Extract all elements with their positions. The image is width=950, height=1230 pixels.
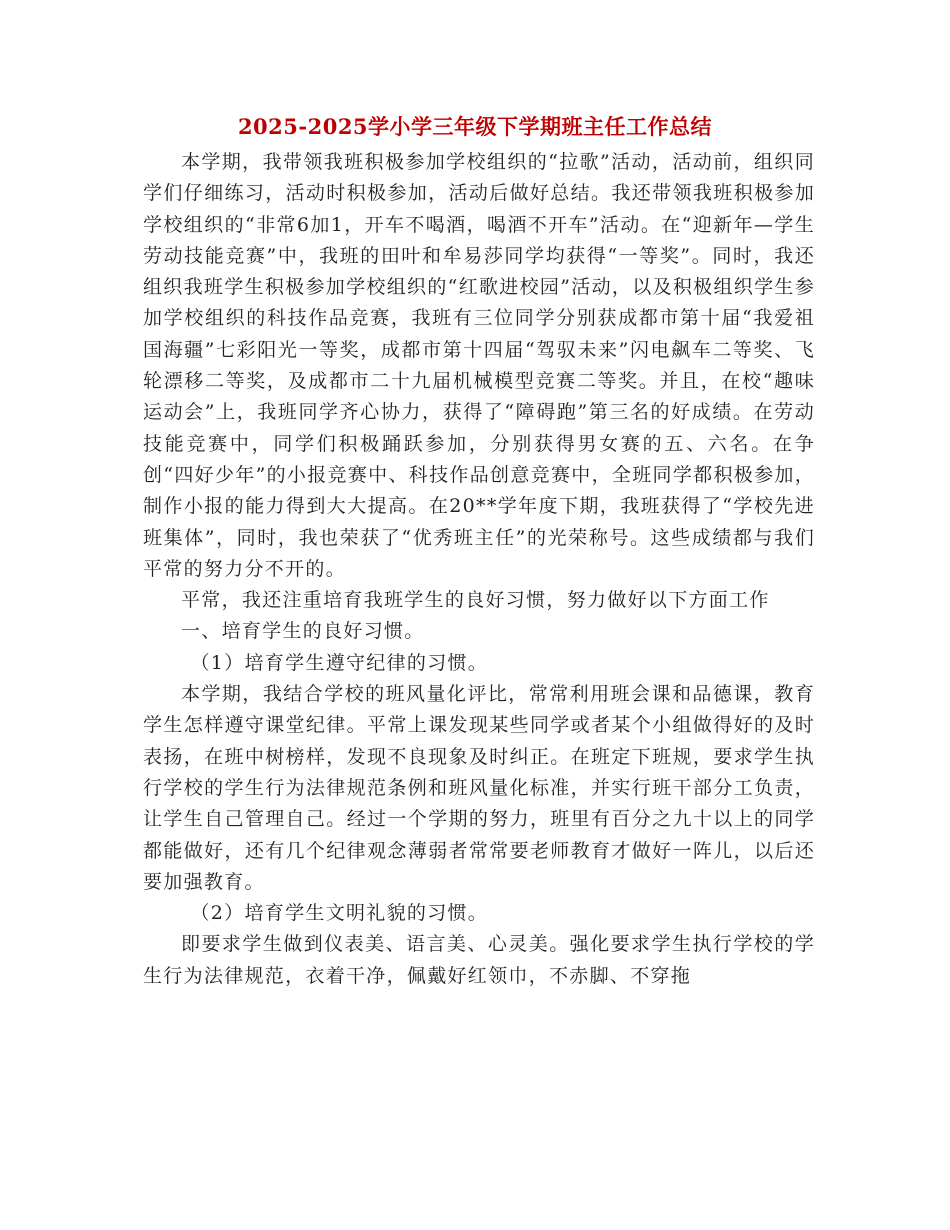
paragraph-achievements: 本学期，我带领我班积极参加学校组织的“拉歌”活动，活动前，组织同学们仔细练习，活动时积极参加，活动后做好总结。我还带领我班积极参加学校组织的“非常6加1，开车不喝酒，喝酒不开车”活动。在“迎新年—学生劳动技能竞赛”中，我班的田叶和牟易莎同学均获得“一等奖”。同时，我还组织我班学生积极参加学校组织的“红歌进校园”活动，以及积极组织学生参加学校组织的科技作品竞赛，我班有三位同学分别获成都市第十届“我爱祖国海疆”七彩阳光一等奖，成都市第十四届“驾驭未来”闪电飙车二等奖、飞轮漂移二等奖，及成都市二十九届机械模型竞赛二等奖。并且，在校“趣味运动会”上，我班同学齐心协力，获得了“障碍跑”第三名的好成绩。在劳动技能竞赛中，同学们积极踊跃参加，分别获得男女赛的五、六名。在争创“四好少年”的小报竞赛中、科技作品创意竞赛中，全班同学都积极参加，制作小报的能力得到大大提高。在20**学年度下期，我班获得了“学校先进班集体”，同时，我也荣获了“优秀班主任”的光荣称号。这些成绩都与我们平常的努力分不开的。 [143,151,815,580]
document-body [143,147,815,992]
section-heading-good-habits: 一、培育学生的良好习惯。 [181,620,425,643]
document-title: 2025-2025学小学三年级下学期班主任工作总结 [237,114,713,139]
paragraph-discipline: 本学期，我结合学校的班风量化评比，常常利用班会课和品德课，教育学生怎样遵守课堂纪律。平常上课发现某些同学或者某个小组做得好的及时表扬，在班中树榜样，发现不良现象及时纠正。在班定下班规，要求学生执行学校的学生行为法律规范条例和班风量化标准，并实行班干部分工负责，让学生自己管理自己。经过一个学期的努力，班里有百分之九十以上的同学都能做好，还有几个纪律观念薄弱者常常要老师教育才做好一阵儿，以后还要加强教育。 [143,683,815,893]
paragraph-courtesy: 即要求学生做到仪表美、语言美、心灵美。强化要求学生执行学校的学生行为法律规范，衣着干净，佩戴好红领巾，不赤脚、不穿拖 [143,933,815,987]
subheading-courtesy: （2）培育学生文明礼貌的习惯。 [190,902,489,925]
subheading-discipline: （1）培育学生遵守纪律的习惯。 [190,651,489,674]
paragraph-habits-intro: 平常，我还注重培育我班学生的良好习惯，努力做好以下方面工作 [181,589,770,612]
